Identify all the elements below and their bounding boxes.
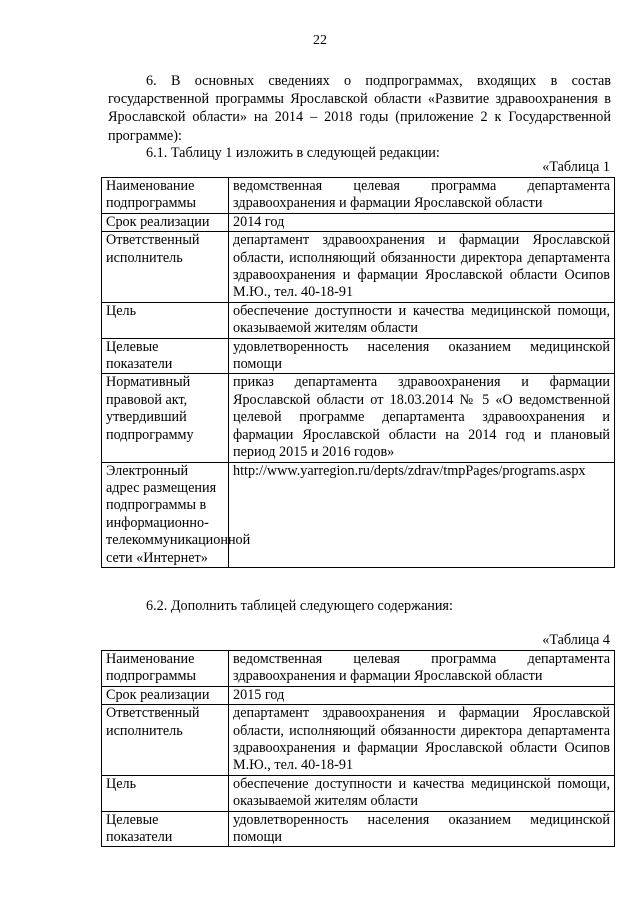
table-1-label: «Таблица 1 [542,159,610,175]
table-key-cell: Цель [102,302,229,338]
table-key-cell: Ответственный исполнитель [102,232,229,303]
table-value-cell: 2015 год [229,686,615,704]
table-value-cell: ведомственная целевая программа департамента здравоохранения и фармации Ярославской области [229,178,615,214]
table-value-cell: обеспечение доступности и качества медицинской помощи, оказываемой жителям области [229,302,615,338]
table-row [102,651,615,687]
table-row [102,705,615,776]
table-row [102,178,615,214]
table-1 [101,177,615,568]
table-value-cell: департамент здравоохранения и фармации Ярославской области, исполняющий обязанности директора департамента здравоохранения и фармации Ярославской области Осипов М.Ю., тел. 40-18-91 [229,705,615,776]
table-4-label: «Таблица 4 [542,632,610,648]
table-row [102,338,615,374]
table-row [102,302,615,338]
section-6-1-paragraph: 6.1. Таблицу 1 изложить в следующей редакции: [146,145,440,161]
table-key-cell: Целевые показатели [102,338,229,374]
table-key-cell: Срок реализации [102,213,229,231]
table-value-cell: департамент здравоохранения и фармации Ярославской области, исполняющий обязанности директора департамента здравоохранения и фармации Ярославской области Осипов М.Ю., тел. 40-18-91 [229,232,615,303]
table-key-cell: Цель [102,775,229,811]
table-key-cell: Наименование подпрограммы [102,178,229,214]
table-value-cell: удовлетворенность населения оказанием медицинской помощи [229,338,615,374]
table-row [102,213,615,231]
table-row [102,811,615,847]
table-key-cell: Срок реализации [102,686,229,704]
table-value-cell: приказ департамента здравоохранения и фармации Ярославской области от 18.03.2014 № 5 «О ведомственной целевой программе департамента здравоохранения и фармации Ярославской области на 2014 год и плановый период 2015 и 2016 годов» [229,374,615,462]
table-key-cell: Ответственный исполнитель [102,705,229,776]
table-row [102,775,615,811]
table-key-cell: Нормативный правовой акт, утвердивший подпрограмму [102,374,229,462]
table-value-cell: 2014 год [229,213,615,231]
table-value-cell: ведомственная целевая программа департамента здравоохранения и фармации Ярославской области [229,651,615,687]
table-key-cell: Электронный адрес размещения подпрограммы в информационно-телекоммуникационной сети «Интернет» [102,462,229,567]
table-4 [101,650,615,847]
section-6-2-paragraph: 6.2. Дополнить таблицей следующего содержания: [146,598,453,614]
table-row [102,232,615,303]
table-row [102,462,615,567]
table-value-cell: удовлетворенность населения оказанием медицинской помощи [229,811,615,847]
table-key-cell: Целевые показатели [102,811,229,847]
page-number: 22 [313,33,327,48]
table-key-cell: Наименование подпрограммы [102,651,229,687]
table-row [102,686,615,704]
section-6-paragraph: 6. В основных сведениях о подпрограммах, входящих в состав государственной программы Ярославской области «Развитие здравоохранения в Ярославской области» на 2014 – 2018 годы (приложение 2 к Государственной программе): [108,73,611,144]
table-row [102,374,615,462]
table-value-cell: http://www.yarregion.ru/depts/zdrav/tmpPages/programs.aspx [229,462,615,567]
table-value-cell: обеспечение доступности и качества медицинской помощи, оказываемой жителям области [229,775,615,811]
